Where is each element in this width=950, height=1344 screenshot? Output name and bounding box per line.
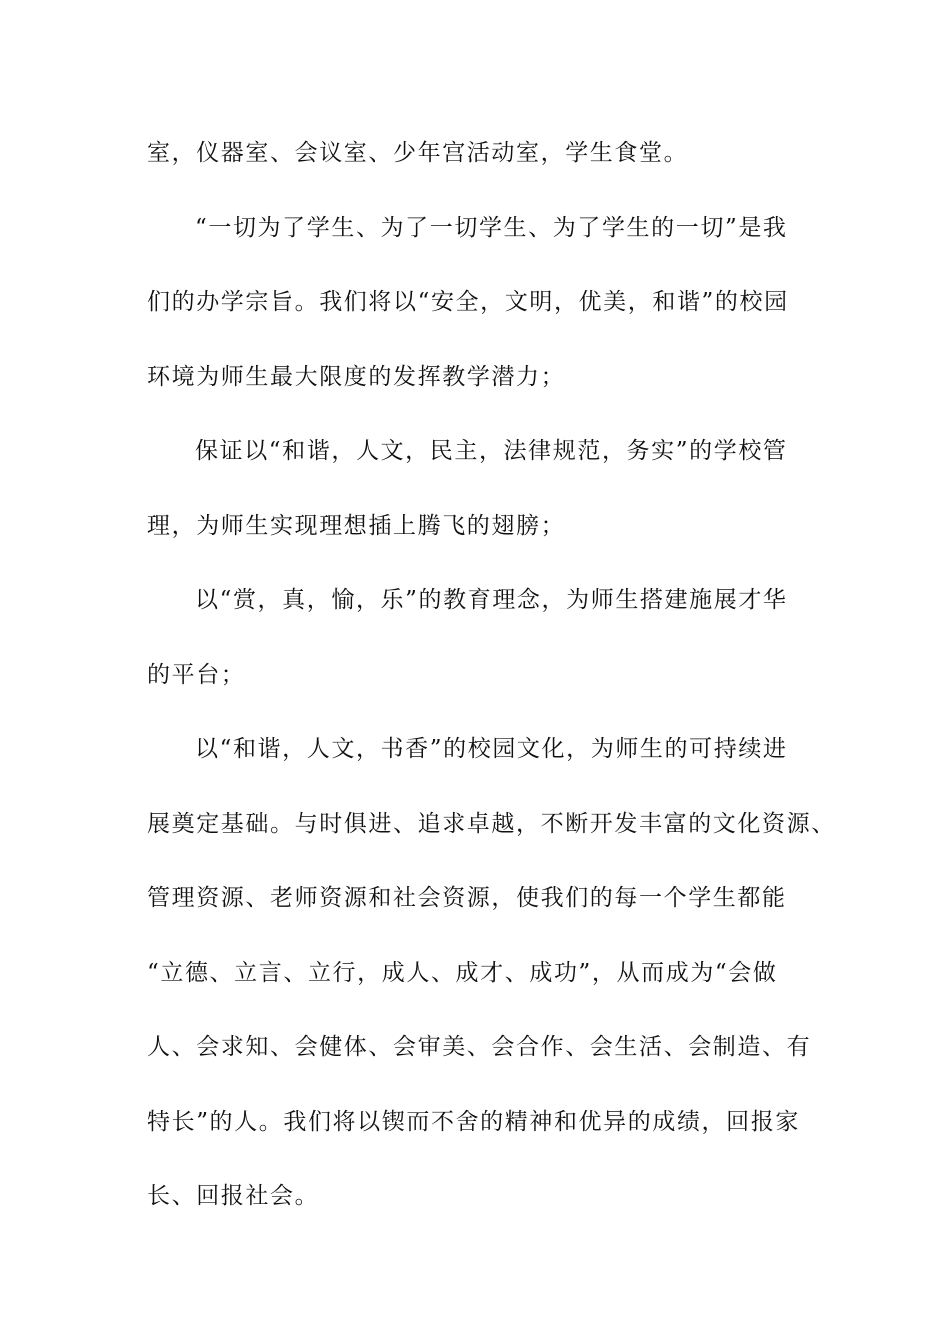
text-line: 长、回报社会。 bbox=[147, 1183, 320, 1209]
text-line: 理，为师生实现理想插上腾飞的翅膀； bbox=[147, 512, 566, 539]
text-line: 以“和谐，人文，书香”的校园文化，为师生的可持续进 bbox=[195, 736, 788, 762]
text-line: 人、会求知、会健体、会审美、会合作、会生活、会制造、有 bbox=[147, 1034, 812, 1060]
text-line: “立德、立言、立行，成人、成才、成功”，从而成为“会做 bbox=[147, 959, 778, 986]
text-line: 的平台； bbox=[147, 661, 246, 688]
text-line: 展奠定基础。与时俱进、追求卓越，不断开发丰富的文化资源、 bbox=[147, 810, 836, 837]
text-line: 保证以“和谐，人文，民主，法律规范，务实”的学校管 bbox=[195, 438, 788, 464]
text-line: 特长”的人。我们将以锲而不舍的精神和优异的成绩，回报家 bbox=[147, 1108, 800, 1135]
text-line: 以“赏，真，愉，乐”的教育理念，为师生搭建施展才华 bbox=[195, 587, 788, 613]
text-line: 室，仪器室、会议室、少年宫活动室，学生食堂。 bbox=[147, 140, 689, 166]
text-line: 环境为师生最大限度的发挥教学潜力； bbox=[147, 363, 566, 390]
text-line: 们的办学宗旨。我们将以“安全，文明，优美，和谐”的校园 bbox=[147, 289, 789, 315]
text-line: “一切为了学生、为了一切学生、为了学生的一切”是我 bbox=[195, 214, 788, 241]
text-line: 管理资源、老师资源和社会资源，使我们的每一个学生都能 bbox=[147, 885, 787, 911]
body-text bbox=[147, 130, 836, 1248]
